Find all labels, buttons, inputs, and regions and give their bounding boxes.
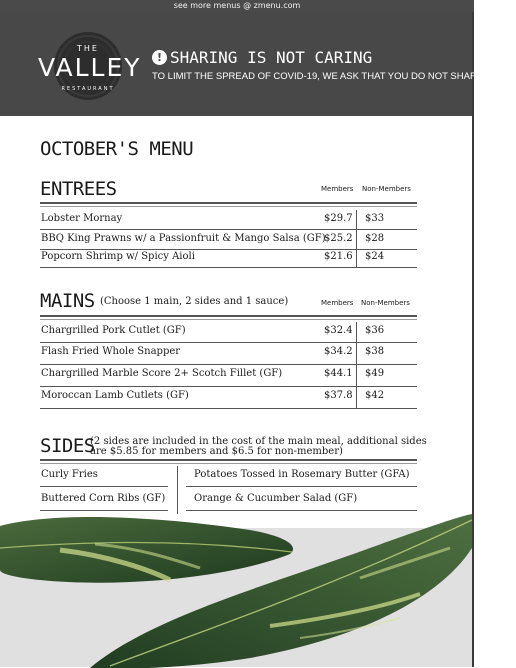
entrees-col-members: Members [321,185,354,193]
column-divider [356,365,357,387]
item-price-non-members: $49 [365,368,385,379]
top-banner-link[interactable]: see more menus @ zmenu.com [0,0,474,12]
restaurant-logo [38,26,142,102]
entrees-divider [40,202,417,204]
mains-title: MAINS [40,290,95,312]
item-price-members: $37.8 [324,390,353,401]
column-divider [356,387,357,409]
table-row [40,230,417,250]
list-item: Potatoes Tossed in Rosemary Butter (GFA) [194,469,410,480]
menu-title: OCTOBER'S MENU [40,138,194,160]
item-price-members: $34.2 [324,346,353,357]
exclamation-icon: ! [152,50,167,65]
logo-the-text: THE [77,44,99,53]
sides-divider-thin [40,463,417,464]
alert-subtitle: TO LIMIT THE SPREAD OF COVID-19, WE ASK THAT YOU DO NOT SHARE FOOD. [152,71,516,82]
list-item: Curly Fries [41,469,98,480]
entrees-col-non-members: Non-Members [362,185,411,193]
item-price-members: $32.4 [324,325,353,336]
mains-col-members: Members [321,299,354,307]
sides-note-line2: are $5.85 for members and $6.5 for non-member) [90,446,343,457]
mains-divider [40,315,417,317]
column-divider [356,322,357,343]
sides-title: SIDES [40,435,95,457]
item-name: BBQ King Prawns w/ a Passionfruit & Mango Salsa (GF) [41,233,326,244]
item-price-members: $29.7 [324,213,353,224]
row-divider [40,267,417,268]
item-price-non-members: $33 [365,213,385,224]
table-row [40,387,417,409]
item-price-members: $21.6 [324,251,353,262]
alert-title: SHARING IS NOT CARING [170,48,373,67]
column-divider [356,230,357,250]
sides-divider [40,459,417,461]
row-divider [186,486,417,487]
header-band [0,12,516,116]
logo-name-text: VALLEY [38,53,142,82]
item-price-non-members: $38 [365,346,385,357]
entrees-divider-thin [40,206,417,207]
table-row [40,210,417,230]
logo-subtitle-text: RESTAURANT [61,86,115,92]
item-name: Chargrilled Marble Score 2+ Scotch Fillet (GF) [41,368,283,379]
item-price-non-members: $42 [365,390,385,401]
table-row [40,343,417,365]
item-price-members: $25.2 [324,233,353,244]
item-name: Chargrilled Pork Cutlet (GF) [41,325,186,336]
sides-note-line1: (2 sides are included in the cost of the main meal, additional sides [90,436,427,447]
column-divider [356,210,357,230]
row-divider [40,408,417,409]
item-price-non-members: $36 [365,325,385,336]
list-item: Buttered Corn Ribs (GF) [41,493,166,504]
item-price-non-members: $24 [365,251,385,262]
item-name: Lobster Mornay [41,213,123,224]
mains-divider-thin [40,319,417,320]
item-price-members: $44.1 [324,368,353,379]
item-name: Popcorn Shrimp w/ Spicy Aioli [41,251,195,262]
column-divider [177,466,178,514]
column-divider [356,343,357,365]
table-row [40,365,417,387]
row-divider [40,486,168,487]
leaf-decoration-area [0,528,472,667]
column-divider [356,248,357,268]
list-item: Orange & Cucumber Salad (GF) [194,493,358,504]
leaf-icon [0,508,472,668]
item-name: Flash Fried Whole Snapper [41,346,181,357]
table-row [40,248,417,268]
item-price-non-members: $28 [365,233,385,244]
entrees-title: ENTREES [40,178,117,200]
mains-col-non-members: Non-Members [361,299,410,307]
table-row [40,322,417,343]
mains-note: (Choose 1 main, 2 sides and 1 sauce) [100,296,289,307]
item-name: Moroccan Lamb Cutlets (GF) [41,390,189,401]
